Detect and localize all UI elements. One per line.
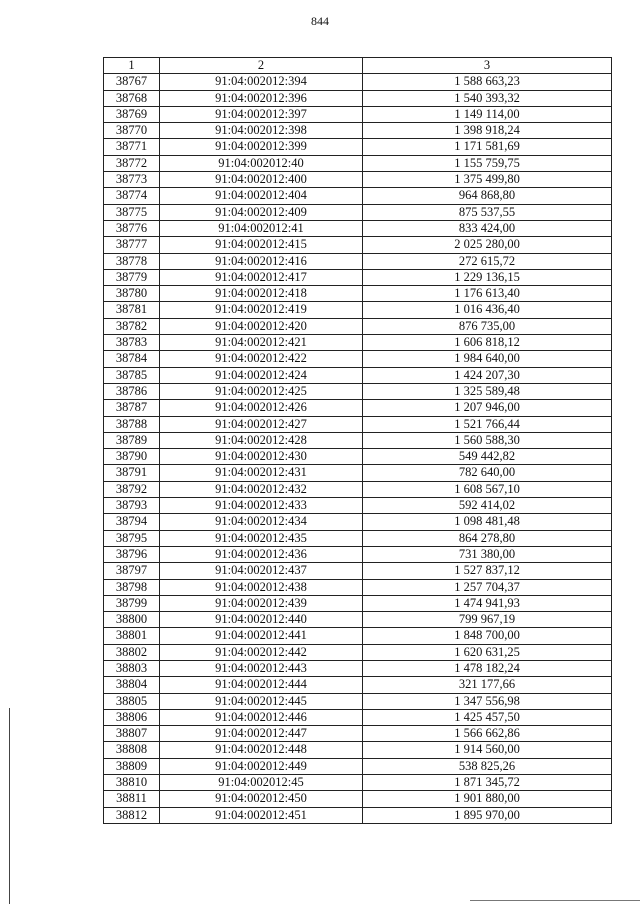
table-row [104,204,612,220]
cadastral-number-cell: 91:04:002012:419 [160,302,363,318]
cadastral-number-cell: 91:04:002012:416 [160,253,363,269]
table-row [104,449,612,465]
cadastral-number-cell: 91:04:002012:404 [160,188,363,204]
row-number-cell: 38797 [104,563,160,579]
row-number-cell: 38798 [104,579,160,595]
table-row [104,595,612,611]
cadastral-value-cell: 1 016 436,40 [363,302,612,318]
table-row [104,335,612,351]
cadastral-value-cell: 1 155 759,75 [363,155,612,171]
row-number-cell: 38785 [104,367,160,383]
table-row [104,628,612,644]
cadastral-number-cell: 91:04:002012:440 [160,612,363,628]
table-row [104,644,612,660]
cadastral-number-cell: 91:04:002012:394 [160,74,363,90]
table-row [104,172,612,188]
cadastral-value-cell: 272 615,72 [363,253,612,269]
row-number-cell: 38792 [104,481,160,497]
table-row [104,302,612,318]
table-row [104,481,612,497]
cadastral-number-cell: 91:04:002012:431 [160,465,363,481]
table-row [104,237,612,253]
cadastral-number-cell: 91:04:002012:421 [160,335,363,351]
cadastral-value-cell: 1 848 700,00 [363,628,612,644]
table-row [104,791,612,807]
cadastral-number-cell: 91:04:002012:420 [160,318,363,334]
cadastral-number-cell: 91:04:002012:399 [160,139,363,155]
page-number: 844 [311,14,329,28]
table-row [104,139,612,155]
table-row [104,498,612,514]
table-row [104,660,612,676]
table-row [104,74,612,90]
cadastral-number-cell: 91:04:002012:417 [160,269,363,285]
cadastral-value-cell: 1 398 918,24 [363,123,612,139]
cadastral-number-cell: 91:04:002012:45 [160,775,363,791]
row-number-cell: 38776 [104,220,160,236]
cadastral-value-cell: 864 278,80 [363,530,612,546]
cadastral-value-cell: 1 149 114,00 [363,106,612,122]
table-row [104,253,612,269]
left-margin-line [9,708,10,904]
cadastral-number-cell: 91:04:002012:444 [160,677,363,693]
row-number-cell: 38780 [104,286,160,302]
row-number-cell: 38768 [104,90,160,106]
row-number-cell: 38771 [104,139,160,155]
cadastral-value-cell: 1 521 766,44 [363,416,612,432]
cadastral-value-cell: 1 606 818,12 [363,335,612,351]
row-number-cell: 38794 [104,514,160,530]
cadastral-value-cell: 1 588 663,23 [363,74,612,90]
cadastral-number-cell: 91:04:002012:427 [160,416,363,432]
row-number-cell: 38790 [104,449,160,465]
table-row [104,677,612,693]
table-row [104,286,612,302]
row-number-cell: 38774 [104,188,160,204]
cadastral-value-cell: 1 229 136,15 [363,269,612,285]
cadastral-number-cell: 91:04:002012:398 [160,123,363,139]
cadastral-number-cell: 91:04:002012:409 [160,204,363,220]
cadastral-value-cell: 1 895 970,00 [363,807,612,823]
row-number-cell: 38783 [104,335,160,351]
cadastral-number-cell: 91:04:002012:447 [160,726,363,742]
cadastral-number-cell: 91:04:002012:428 [160,432,363,448]
row-number-cell: 38805 [104,693,160,709]
table-row [104,188,612,204]
cadastral-value-cell: 1 901 880,00 [363,791,612,807]
cadastral-number-cell: 91:04:002012:448 [160,742,363,758]
row-number-cell: 38779 [104,269,160,285]
row-number-cell: 38809 [104,758,160,774]
cadastral-number-cell: 91:04:002012:450 [160,791,363,807]
row-number-cell: 38796 [104,546,160,562]
cadastral-number-cell: 91:04:002012:425 [160,383,363,399]
cadastral-number-cell: 91:04:002012:437 [160,563,363,579]
cadastral-value-cell: 782 640,00 [363,465,612,481]
cadastral-number-cell: 91:04:002012:396 [160,90,363,106]
table-row [104,400,612,416]
cadastral-value-cell: 1 207 946,00 [363,400,612,416]
row-number-cell: 38769 [104,106,160,122]
row-number-cell: 38811 [104,791,160,807]
cadastral-number-cell: 91:04:002012:40 [160,155,363,171]
row-number-cell: 38800 [104,612,160,628]
cadastral-number-cell: 91:04:002012:439 [160,595,363,611]
table-row [104,90,612,106]
cadastral-value-cell: 964 868,80 [363,188,612,204]
cadastral-value-cell: 876 735,00 [363,318,612,334]
row-number-cell: 38767 [104,74,160,90]
row-number-cell: 38810 [104,775,160,791]
cadastral-value-cell: 1 257 704,37 [363,579,612,595]
cadastral-value-cell: 321 177,66 [363,677,612,693]
table-row [104,465,612,481]
header-col-2: 2 [160,58,363,74]
row-number-cell: 38787 [104,400,160,416]
table-row [104,106,612,122]
row-number-cell: 38778 [104,253,160,269]
cadastral-number-cell: 91:04:002012:418 [160,286,363,302]
cadastral-number-cell: 91:04:002012:451 [160,807,363,823]
cadastral-number-cell: 91:04:002012:424 [160,367,363,383]
cadastral-value-cell: 1 527 837,12 [363,563,612,579]
cadastral-value-cell: 1 871 345,72 [363,775,612,791]
row-number-cell: 38773 [104,172,160,188]
cadastral-number-cell: 91:04:002012:430 [160,449,363,465]
table-row [104,220,612,236]
table-row [104,579,612,595]
cadastral-value-table [103,57,612,824]
cadastral-value-cell: 1 098 481,48 [363,514,612,530]
table-row [104,351,612,367]
cadastral-number-cell: 91:04:002012:441 [160,628,363,644]
cadastral-number-cell: 91:04:002012:445 [160,693,363,709]
table-row [104,123,612,139]
table-row [104,546,612,562]
cadastral-value-cell: 1 478 182,24 [363,660,612,676]
cadastral-number-cell: 91:04:002012:415 [160,237,363,253]
table-row [104,693,612,709]
cadastral-value-cell: 1 176 613,40 [363,286,612,302]
table-row [104,726,612,742]
cadastral-number-cell: 91:04:002012:422 [160,351,363,367]
row-number-cell: 38804 [104,677,160,693]
header-col-3: 3 [363,58,612,74]
cadastral-value-cell: 538 825,26 [363,758,612,774]
cadastral-value-cell: 731 380,00 [363,546,612,562]
cadastral-value-cell: 549 442,82 [363,449,612,465]
table-row [104,155,612,171]
cadastral-number-cell: 91:04:002012:446 [160,709,363,725]
row-number-cell: 38793 [104,498,160,514]
table-row [104,758,612,774]
row-number-cell: 38799 [104,595,160,611]
cadastral-number-cell: 91:04:002012:436 [160,546,363,562]
cadastral-number-cell: 91:04:002012:433 [160,498,363,514]
row-number-cell: 38772 [104,155,160,171]
cadastral-value-cell: 1 560 588,30 [363,432,612,448]
cadastral-number-cell: 91:04:002012:438 [160,579,363,595]
table-body [104,74,612,824]
table-row [104,416,612,432]
row-number-cell: 38806 [104,709,160,725]
table-row [104,807,612,823]
cadastral-value-cell: 1 984 640,00 [363,351,612,367]
row-number-cell: 38782 [104,318,160,334]
row-number-cell: 38789 [104,432,160,448]
table-row [104,432,612,448]
row-number-cell: 38801 [104,628,160,644]
row-number-cell: 38786 [104,383,160,399]
cadastral-value-cell: 1 620 631,25 [363,644,612,660]
row-number-cell: 38803 [104,660,160,676]
cadastral-value-cell: 799 967,19 [363,612,612,628]
table-row [104,775,612,791]
row-number-cell: 38770 [104,123,160,139]
cadastral-number-cell: 91:04:002012:449 [160,758,363,774]
row-number-cell: 38795 [104,530,160,546]
cadastral-value-cell: 592 414,02 [363,498,612,514]
row-number-cell: 38788 [104,416,160,432]
cadastral-number-cell: 91:04:002012:442 [160,644,363,660]
cadastral-value-cell: 2 025 280,00 [363,237,612,253]
table-row [104,269,612,285]
header-col-1: 1 [104,58,160,74]
cadastral-value-cell: 1 325 589,48 [363,383,612,399]
table-row [104,383,612,399]
bottom-margin-line [470,900,640,901]
row-number-cell: 38807 [104,726,160,742]
cadastral-value-cell: 1 171 581,69 [363,139,612,155]
table-row [104,742,612,758]
cadastral-number-cell: 91:04:002012:443 [160,660,363,676]
cadastral-value-cell: 875 537,55 [363,204,612,220]
table-row [104,514,612,530]
table-row [104,530,612,546]
cadastral-value-cell: 1 375 499,80 [363,172,612,188]
row-number-cell: 38775 [104,204,160,220]
cadastral-value-cell: 1 566 662,86 [363,726,612,742]
cadastral-value-cell: 1 425 457,50 [363,709,612,725]
cadastral-value-cell: 1 608 567,10 [363,481,612,497]
table-row [104,563,612,579]
row-number-cell: 38781 [104,302,160,318]
row-number-cell: 38791 [104,465,160,481]
cadastral-number-cell: 91:04:002012:435 [160,530,363,546]
row-number-cell: 38777 [104,237,160,253]
row-number-cell: 38812 [104,807,160,823]
table-row [104,612,612,628]
cadastral-value-cell: 1 474 941,93 [363,595,612,611]
table-header-row [104,58,612,74]
cadastral-number-cell: 91:04:002012:397 [160,106,363,122]
cadastral-number-cell: 91:04:002012:434 [160,514,363,530]
cadastral-value-cell: 1 424 207,30 [363,367,612,383]
cadastral-value-cell: 1 540 393,32 [363,90,612,106]
row-number-cell: 38808 [104,742,160,758]
cadastral-value-cell: 1 914 560,00 [363,742,612,758]
row-number-cell: 38802 [104,644,160,660]
cadastral-number-cell: 91:04:002012:426 [160,400,363,416]
cadastral-number-cell: 91:04:002012:400 [160,172,363,188]
cadastral-value-cell: 833 424,00 [363,220,612,236]
table-row [104,318,612,334]
table-row [104,709,612,725]
row-number-cell: 38784 [104,351,160,367]
cadastral-number-cell: 91:04:002012:41 [160,220,363,236]
table-row [104,367,612,383]
cadastral-number-cell: 91:04:002012:432 [160,481,363,497]
cadastral-value-cell: 1 347 556,98 [363,693,612,709]
